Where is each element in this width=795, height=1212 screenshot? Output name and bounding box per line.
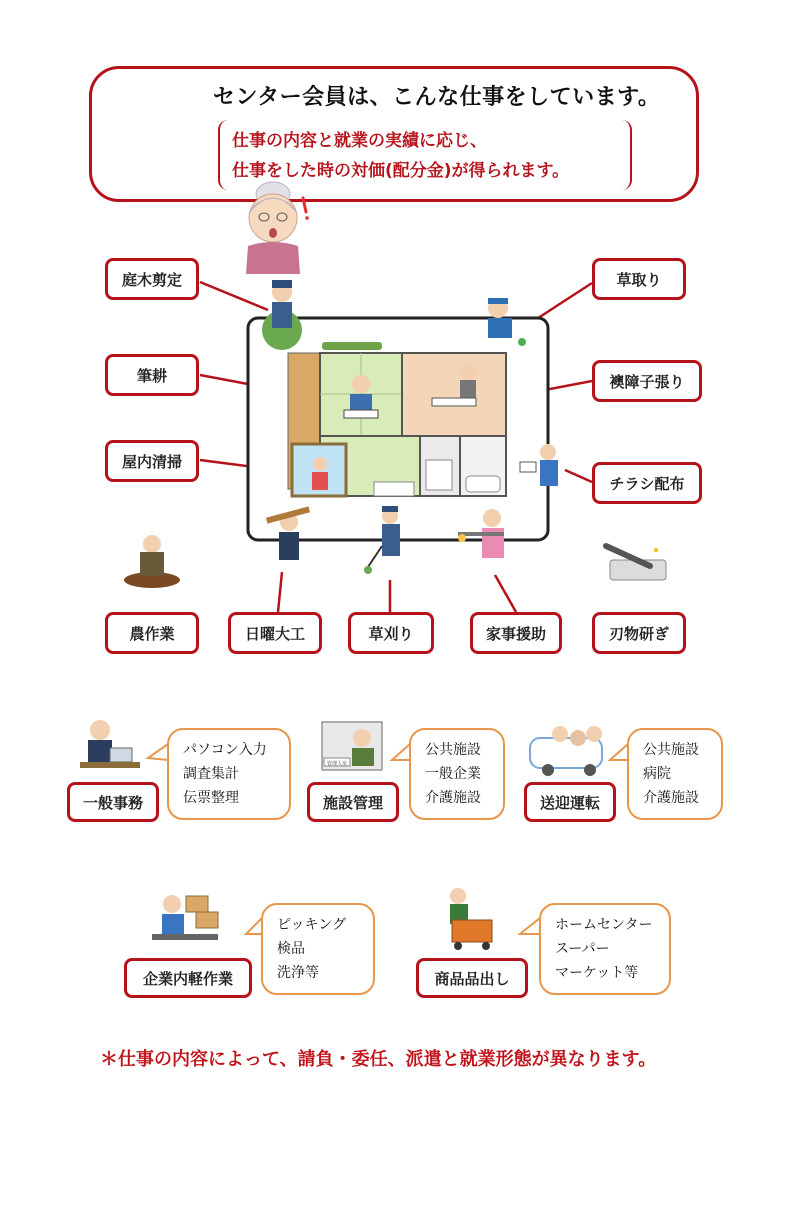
bubble-stocking	[539, 903, 671, 995]
bubble-transport	[627, 728, 723, 820]
bubble-item: パソコン入力	[183, 742, 267, 758]
bubble-item: 公共施設	[425, 742, 481, 758]
shelf-stocker-icon	[450, 888, 492, 950]
bubble-item: スーパー	[555, 941, 610, 957]
bubble-item: ピッキング	[277, 917, 347, 933]
bubble-item: 一般企業	[425, 766, 481, 782]
page-title: センター会員は、こんな仕事をしています。	[213, 85, 661, 110]
bubble-item: 介護施設	[643, 790, 699, 806]
bubble-item: マーケット等	[555, 965, 639, 981]
job-label-general: 一般事務	[67, 782, 159, 822]
job-label-cleaning: 屋内清掃	[105, 440, 199, 482]
job-label-housework: 家事援助	[470, 612, 562, 654]
car-icon	[530, 726, 602, 776]
job-label-farming: 農作業	[105, 612, 199, 654]
job-label-transport: 送迎運転	[524, 782, 616, 822]
office-worker-icon	[80, 720, 140, 768]
job-label-carpentry: 日曜大工	[228, 612, 322, 654]
job-label-garden: 庭木剪定	[105, 258, 199, 300]
subtitle-line-2: 仕事をした時の対価(配分金)が得られます。	[232, 161, 570, 181]
bubble-item: 伝票整理	[183, 790, 239, 806]
bubble-item: 洗浄等	[277, 965, 319, 981]
warehouse-worker-icon	[152, 895, 218, 940]
bubble-item: 病院	[643, 766, 671, 782]
facility-manager-icon	[322, 722, 382, 770]
subtitle-line-1: 仕事の内容と就業の実績に応じ、	[232, 131, 487, 151]
bubble-item: 介護施設	[425, 790, 481, 806]
job-label-weeding: 草取り	[592, 258, 686, 300]
job-label-sharpening: 刃物研ぎ	[592, 612, 686, 654]
bubble-facility	[409, 728, 505, 820]
facility-sign: 管理人室	[326, 761, 348, 767]
job-label-calligraphy: 筆耕	[105, 354, 199, 396]
job-label-shoji: 襖障子張り	[592, 360, 702, 402]
bubble-item: 公共施設	[643, 742, 699, 758]
job-label-flyer: チラシ配布	[592, 462, 702, 504]
bubble-general	[167, 728, 291, 820]
job-label-stocking: 商品品出し	[416, 958, 528, 998]
bubble-light-work	[261, 903, 375, 995]
job-label-mowing: 草刈り	[348, 612, 434, 654]
bubble-item: ホームセンター	[555, 917, 653, 933]
job-label-facility: 施設管理	[307, 782, 399, 822]
bubble-item: 調査集計	[183, 766, 239, 782]
bubble-item: 検品	[277, 941, 305, 957]
job-label-light-work: 企業内軽作業	[124, 958, 252, 998]
footer-note: ＊仕事の内容によって、請負・委任、派遣と就業形態が異なります。	[100, 1049, 657, 1070]
